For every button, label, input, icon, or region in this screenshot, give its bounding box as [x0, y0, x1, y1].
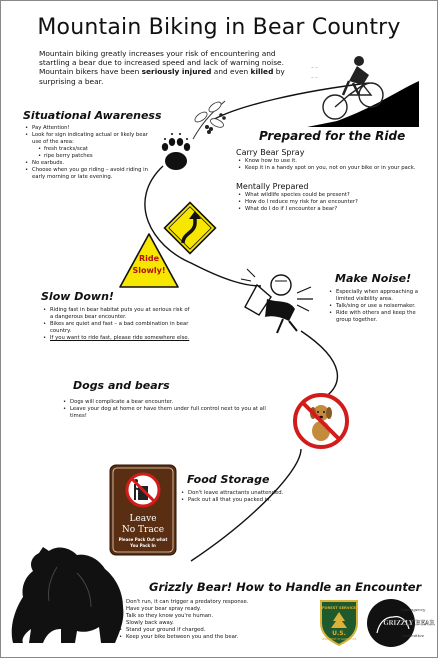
list-item: • Look for sign indicating actual or likely bear use of the area: • fresh tracks/scat • ripe berry patches [32, 132, 153, 160]
lnt-line-no-trace: No Trace [121, 525, 165, 535]
list-item: • Talk/sing or use a noisemaker. [336, 303, 431, 310]
list-item: • Pay Attention! [32, 125, 153, 132]
prepared-title: Prepared for the Ride [259, 129, 406, 143]
list-item: • Talk so they know you're human. [126, 613, 307, 620]
dogs-list [61, 399, 283, 420]
lnt-line-leave: Leave [129, 514, 157, 524]
grizzly-bear-silhouette [7, 537, 129, 649]
slow-down-list [41, 307, 191, 342]
list-item: • Riding fast in bear habitat puts you at serious risk of a dangerous bear encounter. [50, 307, 191, 321]
list-item: • Keep it in a handy spot on you, not on your bike or in your pack. [245, 165, 431, 172]
fs-us-text: U.S. [332, 630, 346, 637]
list-item: • Don't leave attractants unattended. [188, 490, 329, 497]
igbc-top-text: Interagency [400, 607, 426, 612]
list-item: • Bikes are quiet and fast – a bad combination in bear country. [50, 321, 191, 335]
list-item: • Stand your ground if charged. [126, 627, 307, 634]
sign-line-ride: Ride [138, 254, 160, 263]
igbc-main-text: GRIZZLY BEAR [383, 620, 435, 627]
list-item: • Ride with others and keep the group together. [336, 310, 431, 324]
sign-line-slowly: Slowly! [132, 266, 166, 275]
make-noise-title: Make Noise! [335, 272, 412, 285]
list-item: • Slowly back away. [126, 620, 307, 627]
list-item: • Don't run, it can trigger a predatory response. [126, 599, 307, 606]
list-item: • Choose when you go riding – avoid riding in early morning or late evening. [32, 167, 153, 181]
list-item: • Leave your dog at home or have them under full control next to you at all times! [70, 406, 283, 420]
list-item: • Have your bear spray ready. [126, 606, 307, 613]
intro-paragraph: Mountain biking greatly increases your risk of encountering and startling a bear due to increased speed and lack of warning noise. Mountain bikers have been seriously injured and even killed by surprising a bear. [39, 49, 285, 86]
bear-spray-list [236, 158, 431, 172]
berry-branch-icon [187, 95, 231, 143]
list-item: • How do I reduce my risk for an encounter? [245, 199, 431, 206]
list-item: • Pack out all that you packed in. [188, 497, 329, 504]
situational-awareness-title: Situational Awareness [23, 109, 162, 122]
lnt-line-pack-in: You Pack In [130, 543, 156, 548]
noisemaker-cartoon-icon [237, 259, 319, 341]
bear-spray-subtitle: Carry Bear Spray [236, 148, 305, 157]
situational-awareness-list [23, 125, 153, 181]
list-item: • If you want to ride fast, please ride somewhere else. [50, 335, 191, 342]
list-item: • Keep your bike between you and the bear. [126, 634, 307, 641]
list-item: • Know how to use it. [245, 158, 431, 165]
page-title: Mountain Biking in Bear Country [37, 15, 401, 40]
list-subitem: • fresh tracks/scat [44, 146, 153, 153]
igbc-logo [363, 597, 435, 649]
ride-slowly-sign [117, 231, 181, 291]
list-item: • What wildlife species could be present? [245, 192, 431, 199]
lnt-line-please: Please Pack Out what [118, 537, 168, 542]
mountain-biker-illustration [307, 51, 419, 127]
dogs-title: Dogs and bears [73, 379, 170, 392]
list-item: • Especially when approaching a limited visibility area. [336, 289, 431, 303]
no-dogs-icon [291, 391, 351, 451]
forest-service-logo [317, 597, 361, 647]
svg-text:~ ~: ~ ~ [311, 66, 318, 70]
make-noise-list [327, 289, 431, 324]
list-subitem: • ripe berry patches [44, 153, 153, 160]
mentally-prepared-list [236, 192, 431, 213]
fs-bottom-text: DEPARTMENT OF AGRICULTURE [321, 638, 357, 641]
slow-down-title: Slow Down! [41, 290, 114, 303]
food-storage-title: Food Storage [187, 473, 270, 486]
igbc-bottom-text: Committee [401, 633, 425, 638]
grizzly-list [117, 599, 307, 641]
food-storage-list [179, 490, 329, 504]
fs-top-text: FOREST SERVICE [321, 606, 357, 610]
svg-text:~ ~: ~ ~ [311, 76, 318, 80]
mentally-prepared-subtitle: Mentally Prepared [236, 182, 309, 191]
bear-paw-print-icon [159, 127, 193, 173]
grizzly-title: Grizzly Bear! How to Handle an Encounter [149, 580, 422, 594]
list-item: • What do I do if I encounter a bear? [245, 206, 431, 213]
list-item: • No earbuds. [32, 160, 153, 167]
list-item: • Dogs will complicate a bear encounter. [70, 399, 283, 406]
